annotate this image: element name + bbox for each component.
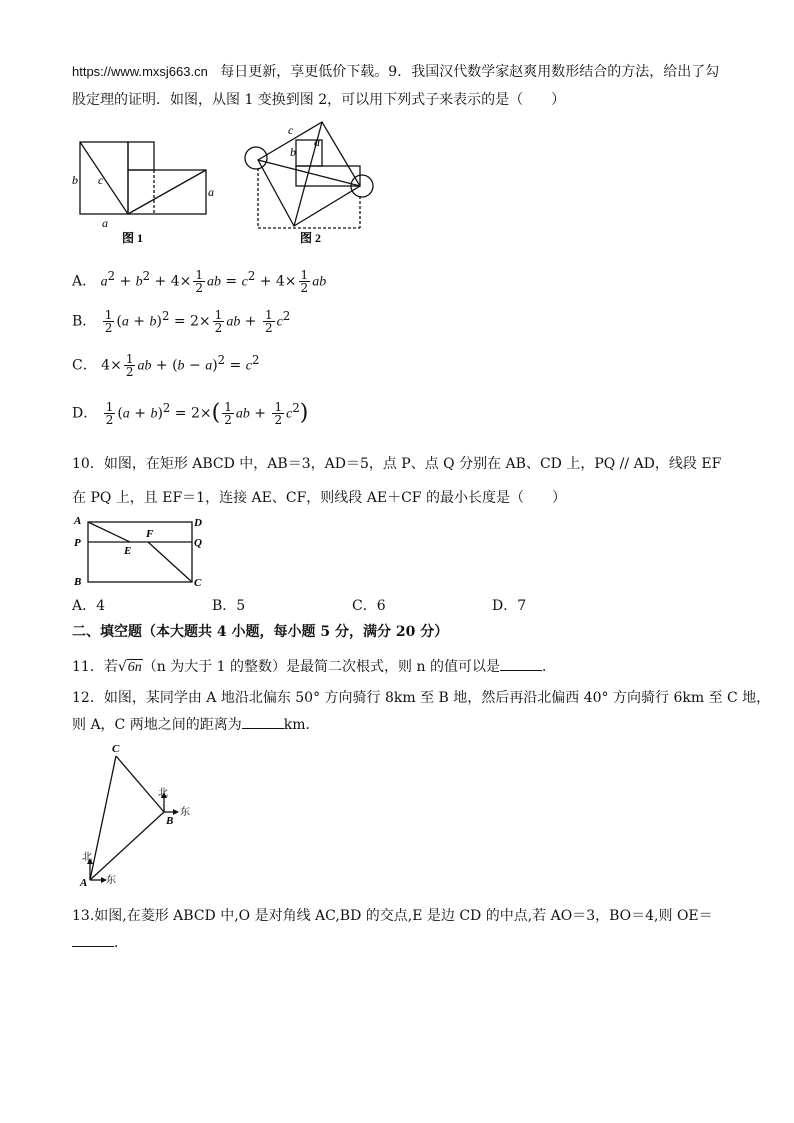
source-tagline: 每日更新，享更低价下载。	[220, 64, 389, 80]
fig2-label-c: c	[288, 123, 294, 137]
q9-line-2: 股定理的证明．如图，从图 1 变换到图 2，可以用下列式子来表示的是（ ）	[72, 92, 566, 108]
q9-option-b-label: B．	[72, 313, 97, 330]
q9-option-b[interactable]: B． $\frac{1}{2}$ $(a + b)^2 = 2\times$ $\frac{1}{2}$ ab + $\frac{1}{2}$ $c^2$	[72, 308, 291, 336]
q10-option-d[interactable]: D．7	[492, 598, 527, 614]
q9-option-a[interactable]: A． $a^2 + b^2 + 4\times$ $\frac{1}{2}$ ab = $c^2 + 4\times$ $\frac{1}{2}$ ab	[72, 268, 327, 296]
q11-answer-blank[interactable]	[500, 656, 542, 671]
q12-prefix: 则 A，C 两地之间的距离为	[72, 717, 242, 733]
svg-text:F: F	[146, 528, 154, 540]
q12-label-c: C	[112, 743, 120, 755]
q9-option-d[interactable]: D． $\frac{1}{2}$ $(a + b)^2 = 2\times$( $\frac{1}{2}$ ab + $\frac{1}{2}$ $c^2$)	[72, 400, 309, 428]
svg-text:E: E	[124, 545, 132, 557]
q12-line-2	[72, 714, 320, 735]
svg-text:D: D	[194, 517, 202, 529]
q12-north-a: 北	[82, 852, 92, 863]
q10-option-b[interactable]: B．5	[212, 598, 246, 614]
q12-east-b: 东	[180, 807, 190, 818]
q10-option-c[interactable]: C．6	[352, 598, 386, 614]
q9-text-1: 我国汉代数学家赵爽用数形结合的方法，给出了勾	[411, 64, 720, 80]
q10-option-a[interactable]: A．4	[72, 598, 106, 614]
svg-text:A: A	[74, 515, 82, 527]
q9-figure-2	[238, 116, 382, 248]
q12-figure	[76, 740, 196, 888]
fig2-caption: 图 2	[300, 231, 322, 245]
q13-line-2	[72, 932, 128, 953]
fig2-label-b: b	[290, 145, 296, 159]
q10-line-1: 10．如图，在矩形 ABCD 中，AB＝3，AD＝5，点 P、点 Q 分别在 AB、CD 上，PQ // AD，线段 EF	[72, 456, 722, 472]
svg-text:B: B	[74, 576, 82, 588]
q11-radicand: 6n	[127, 660, 142, 675]
fig2-label-a: a	[314, 135, 320, 149]
q9-line-1	[72, 62, 719, 82]
fig1-label-b: b	[72, 173, 78, 187]
source-url: https://www.mxsj663.cn	[72, 64, 208, 79]
q11-prefix: 11．若	[72, 659, 118, 675]
q9-option-a-label: A．	[72, 273, 97, 290]
q9-number: 9．	[388, 64, 412, 80]
fig1-label-a-bottom: a	[102, 216, 108, 230]
q12-answer-blank[interactable]	[242, 714, 284, 729]
q12-label-a: A	[80, 877, 88, 888]
svg-text:P: P	[74, 537, 81, 549]
q11-middle: （n 为大于 1 的整数）是最简二次根式，则 n 的值可以是	[142, 659, 500, 675]
q12-suffix: km．	[283, 717, 320, 733]
q13-line-1: 13.如图,在菱形 ABCD 中,O 是对角线 AC,BD 的交点,E 是边 CD 的中点,若 AO＝3，BO＝4,则 OE＝	[72, 908, 713, 924]
svg-text:C: C	[194, 577, 202, 589]
q9-option-d-label: D．	[72, 405, 98, 422]
q12-east-a: 东	[106, 875, 116, 886]
q10-figure	[72, 512, 212, 592]
fig1-label-c: c	[98, 173, 104, 187]
q11-suffix: ．	[541, 659, 556, 675]
q12-north-b: 北	[158, 788, 168, 799]
q9-figure-1	[72, 134, 220, 250]
svg-text:Q: Q	[194, 537, 202, 549]
fig1-caption: 图 1	[122, 231, 144, 245]
q13-answer-blank[interactable]	[72, 932, 114, 947]
fig1-label-a-right: a	[208, 185, 214, 199]
q10-line-2: 在 PQ 上，且 EF＝1，连接 AE、CF，则线段 AE＋CF 的最小长度是（ ）	[72, 490, 566, 506]
q13-suffix: ．	[114, 935, 128, 951]
section-title: 二、填空题（本大题共 4 小题，每小题 5 分，满分 20 分）	[72, 624, 449, 640]
q12-line-1: 12．如图，某同学由 A 地沿北偏东 50° 方向骑行 8km 至 B 地，然后再沿北偏西 40° 方向骑行 6km 至 C 地，	[72, 690, 771, 706]
q12-label-b: B	[166, 815, 174, 827]
q9-option-c[interactable]: C． 4× $\frac{1}{2}$ ab + $(b - a)^2 = c^2$	[72, 352, 260, 380]
q9-option-c-label: C．	[72, 357, 97, 374]
q11-line: 11．若√6n（n 为大于 1 的整数）是最简二次根式，则 n 的值可以是 ．	[72, 656, 556, 678]
